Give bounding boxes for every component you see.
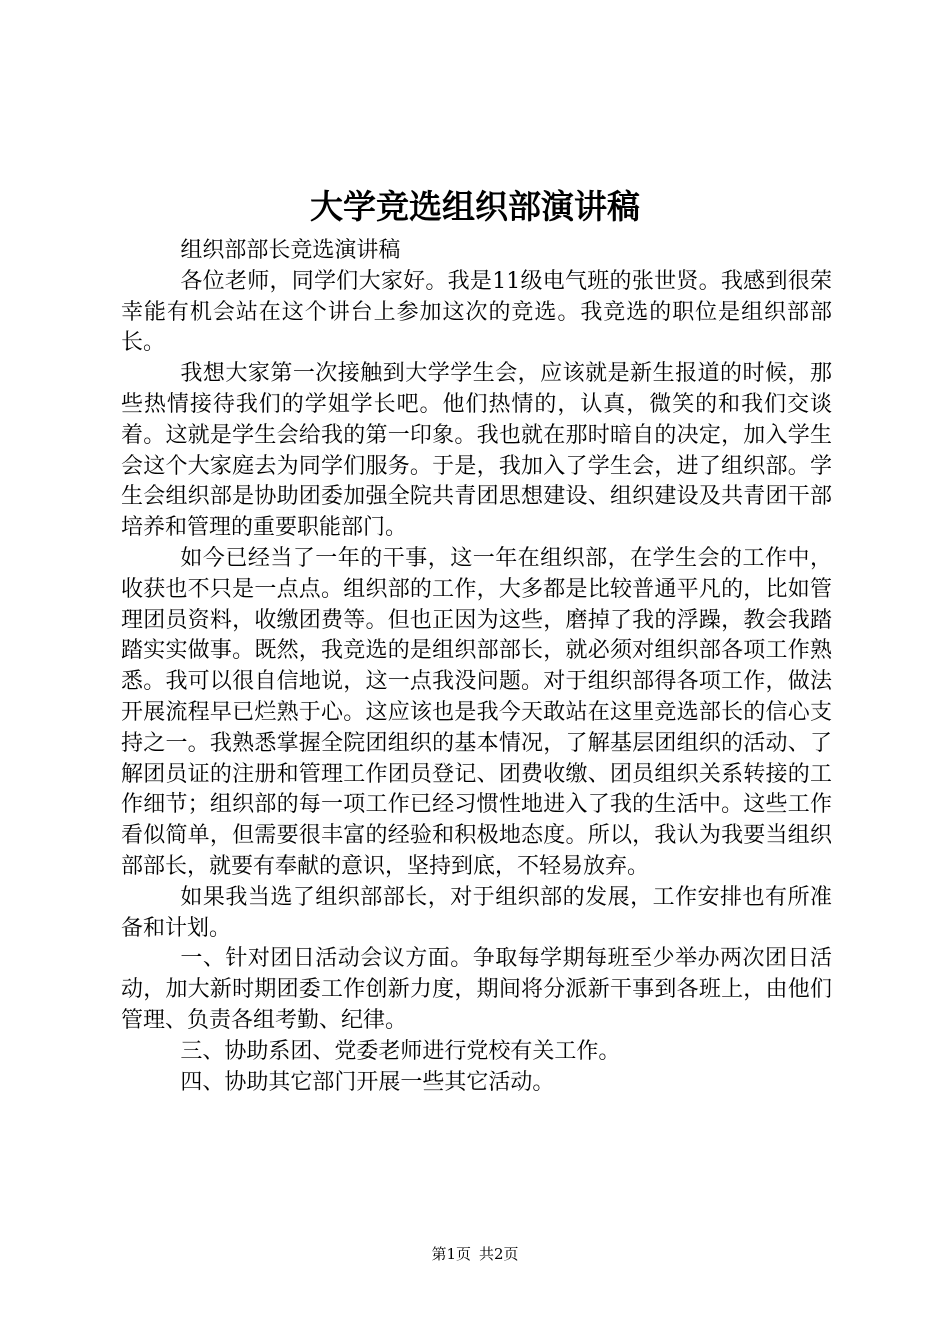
page-footer: [0, 1244, 950, 1264]
body-paragraph: 如果我当选了组织部部长，对于组织部的发展，工作安排也有所准备和计划。: [121, 884, 832, 941]
body-paragraph: 我想大家第一次接触到大学学生会，应该就是新生报道的时候，那些热情接待我们的学姐学长吧。他们热情的，认真，微笑的和我们交谈着。这就是学生会给我的第一印象。我也就在那时暗自的决定，加入学生会这个大家庭去为同学们服务。于是，我加入了学生会，进了组织部。学生会组织部是协助团委加强全院共青团思想建设、组织建设及共青团干部培养和管理的重要职能部门。: [121, 361, 832, 541]
body-paragraph: 四、协助其它部门开展一些其它活动。: [180, 1069, 555, 1095]
body-paragraph: 如今已经当了一年的干事，这一年在组织部，在学生会的工作中，收获也不只是一点点。组织部的工作，大多都是比较普通平凡的，比如管理团员资料，收缴团费等。但也正因为这些，磨掉了我的浮躁，教会我踏踏实实做事。既然，我竞选的是组织部部长，就必须对组织部各项工作熟悉。我可以很自信地说，这一点我没问题。对于组织部得各项工作，做法开展流程早已烂熟于心。这应该也是我今天敢站在这里竞选部长的信心支持之一。我熟悉掌握全院团组织的基本情况，了解基层团组织的活动、了解团员证的注册和管理工作团员登记、团费收缴、团员组织关系转接的工作细节；组织部的每一项工作已经习惯性地进入了我的生活中。这些工作看似简单，但需要很丰富的经验和积极地态度。所以，我认为我要当组织部部长，就要有奉献的意识，坚持到底，不轻易放弃。: [121, 545, 832, 879]
body-paragraph: 各位老师，同学们大家好。我是11级电气班的张世贤。我感到很荣幸能有机会站在这个讲台上参加这次的竞选。我竞选的职位是组织部部长。: [121, 268, 832, 356]
document-title: 大学竞选组织部演讲稿: [310, 187, 640, 226]
page-total: 共2页: [479, 1245, 519, 1263]
document-body: [121, 236, 832, 1098]
page-number: 第1页: [431, 1245, 471, 1263]
body-paragraph: 一、针对团日活动会议方面。争取每学期每班至少举办两次团日活动，加大新时期团委工作创新力度，期间将分派新干事到各班上，由他们管理、负责各组考勤、纪律。: [121, 946, 832, 1033]
subtitle-paragraph: 组织部部长竞选演讲稿: [180, 238, 401, 263]
body-paragraph: 三、协助系团、党委老师进行党校有关工作。: [180, 1038, 621, 1064]
